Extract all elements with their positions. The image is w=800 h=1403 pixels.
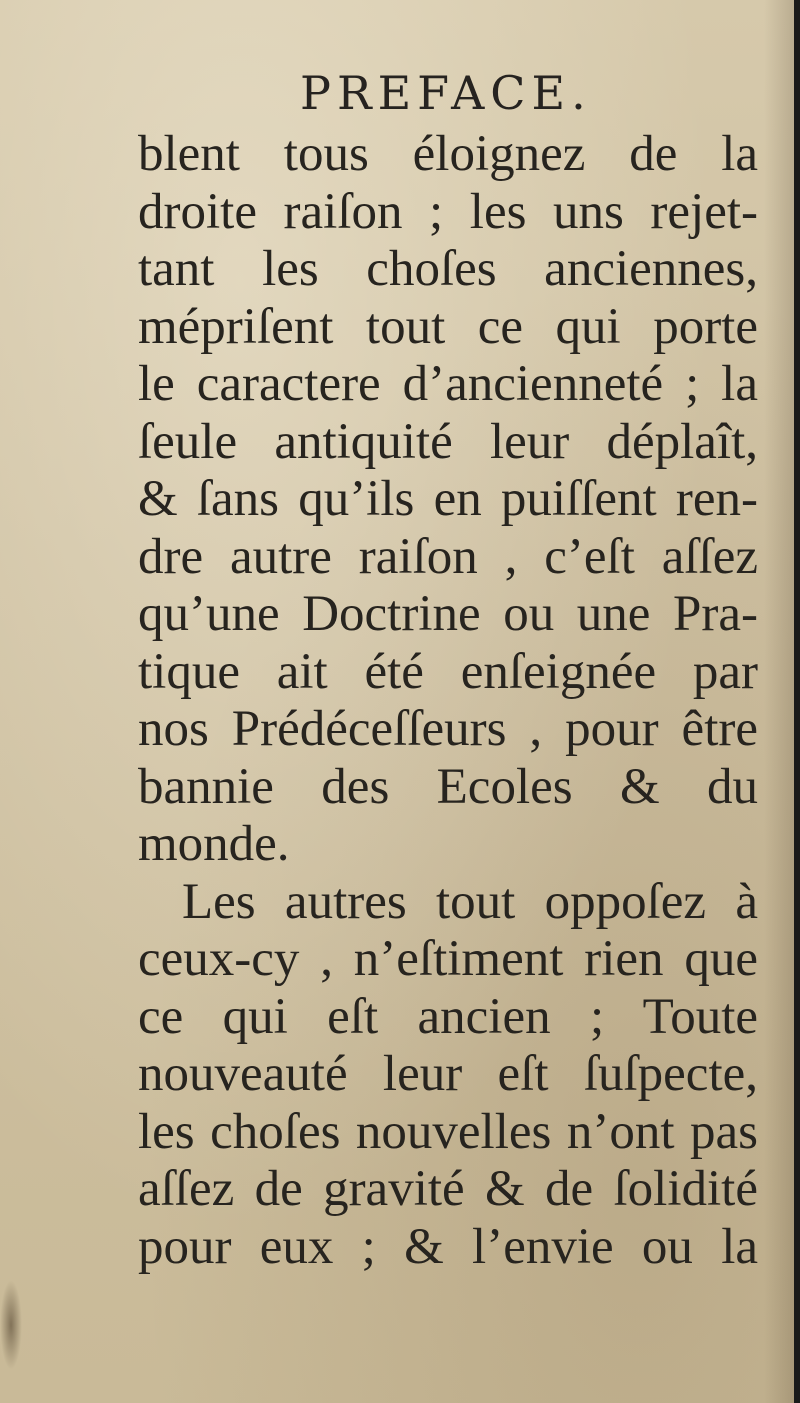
page-edge-shadow: [764, 0, 794, 1403]
text-line: Les autres tout oppoſez à: [182, 873, 758, 930]
text-line: les choſes nouvelles n’ont pas: [138, 1103, 758, 1160]
text-line: aſſez de gravité & de ſolidité: [138, 1161, 758, 1217]
page-edge: [794, 0, 800, 1403]
running-head: PREFACE.: [300, 66, 592, 120]
text-line: ſeule antiquité leur déplaît,: [138, 413, 758, 470]
text-line: pour eux ; & l’envie ou la: [138, 1218, 758, 1275]
text-line: tant les choſes anciennes,: [138, 241, 758, 297]
text-line: dre autre raiſon , c’eſt aſſez: [138, 528, 758, 585]
paper-stain: [0, 1280, 22, 1370]
body-text: [138, 126, 758, 1276]
text-line: qu’une Doctrine ou une Pra-: [138, 586, 758, 642]
text-line: mépriſent tout ce qui porte: [138, 298, 758, 355]
text-line: nos Prédéceſſeurs , pour être: [138, 701, 758, 757]
text-line: ceux-cy , n’eſtiment rien que: [138, 931, 758, 987]
text-line: & ſans qu’ils en puiſſent ren-: [138, 471, 758, 527]
text-line: nouveauté leur eſt ſuſpecte,: [138, 1046, 758, 1102]
text-line: blent tous éloignez de la: [138, 126, 758, 182]
text-line: droite raiſon ; les uns rejet-: [138, 183, 758, 240]
text-line: ce qui eſt ancien ; Toute: [138, 988, 758, 1045]
text-line: le caractere d’ancienneté ; la: [138, 356, 758, 412]
text-line: bannie des Ecoles & du: [138, 758, 758, 815]
text-line: monde.: [138, 816, 290, 872]
text-line: tique ait été enſeignée par: [138, 643, 758, 700]
